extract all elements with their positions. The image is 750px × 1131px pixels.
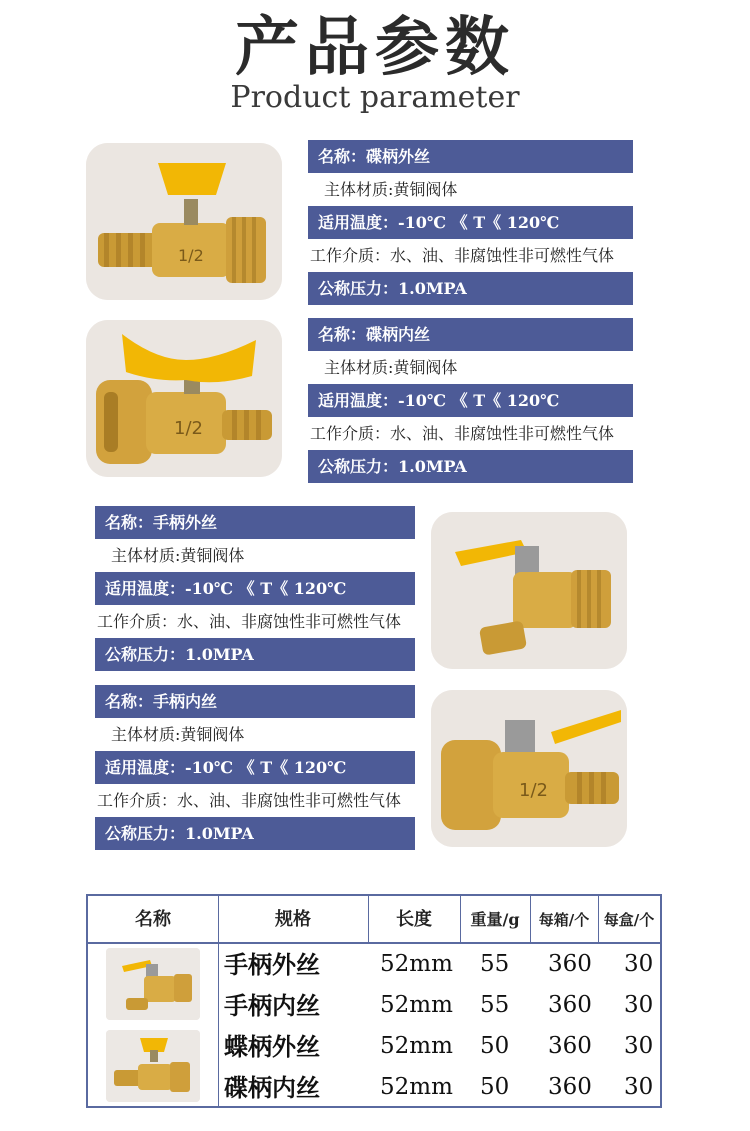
spec-pressure: 公称压力：1.0MPA <box>308 272 633 305</box>
page-title-en: Product parameter <box>230 80 520 115</box>
row-per-box: 30 <box>624 1033 654 1059</box>
col-divider <box>368 896 369 944</box>
spec-medium: 工作介质：水、油、非腐蚀性非可燃性气体 <box>310 424 615 443</box>
valve-lever-male-image <box>431 512 627 669</box>
col-divider <box>460 896 461 944</box>
spec-material: 主体材质:黄铜阀体 <box>111 546 245 565</box>
valve-lever-thumb-icon <box>106 948 200 1020</box>
product-photo-4 <box>431 690 627 847</box>
valve-butterfly-female-image <box>86 320 282 477</box>
header-per-box: 每盒/个 <box>603 911 655 929</box>
product-spec-3 <box>95 506 415 671</box>
spec-name: 名称：碟柄外丝 <box>308 140 633 173</box>
row-per-box: 30 <box>624 992 654 1018</box>
valve-butterfly-thumb-icon <box>106 1030 200 1102</box>
row-per-carton: 360 <box>548 992 592 1018</box>
svg-text:1/2: 1/2 <box>178 246 204 265</box>
header-weight: 重量/g <box>470 910 520 929</box>
row-per-carton: 360 <box>548 951 592 977</box>
row-weight: 50 <box>480 1033 510 1059</box>
svg-text:1/2: 1/2 <box>174 418 203 439</box>
spec-material: 主体材质:黄铜阀体 <box>111 725 245 744</box>
row-length: 52mm <box>380 951 453 977</box>
row-per-carton: 360 <box>548 1033 592 1059</box>
row-weight: 55 <box>480 951 510 977</box>
col-divider <box>218 896 219 1106</box>
row-per-box: 30 <box>624 1074 654 1100</box>
header-length: 长度 <box>396 909 432 930</box>
row-weight: 55 <box>480 992 510 1018</box>
row-name: 蝶柄外丝 <box>224 1032 320 1061</box>
header-name: 名称 <box>135 909 171 930</box>
row-name: 碟柄内丝 <box>224 1073 320 1102</box>
row-length: 52mm <box>380 1033 453 1059</box>
spec-material: 主体材质:黄铜阀体 <box>324 180 458 199</box>
product-photo-1 <box>86 143 282 300</box>
product-spec-1 <box>308 140 633 305</box>
row-weight: 50 <box>480 1074 510 1100</box>
product-photo-2 <box>86 320 282 477</box>
table-thumb-lever <box>106 948 200 1020</box>
col-divider <box>530 896 531 944</box>
table-header <box>88 896 660 944</box>
spec-temperature: 适用温度：-10℃ 《 T《 120℃ <box>95 751 415 784</box>
spec-temperature: 适用温度：-10℃ 《 T《 120℃ <box>95 572 415 605</box>
spec-material: 主体材质:黄铜阀体 <box>324 358 458 377</box>
spec-pressure: 公称压力：1.0MPA <box>95 817 415 850</box>
valve-lever-female-image <box>431 690 627 847</box>
spec-table <box>86 894 662 1108</box>
spec-medium: 工作介质：水、油、非腐蚀性非可燃性气体 <box>97 612 402 631</box>
product-spec-4 <box>95 685 415 850</box>
product-photo-3 <box>431 512 627 669</box>
page-title-cn: 产品参数 <box>235 10 515 85</box>
header-per-carton: 每箱/个 <box>538 911 590 929</box>
row-length: 52mm <box>380 1074 453 1100</box>
spec-name: 名称：手柄内丝 <box>95 685 415 718</box>
row-per-carton: 360 <box>548 1074 592 1100</box>
row-per-box: 30 <box>624 951 654 977</box>
spec-name: 名称：碟柄内丝 <box>308 318 633 351</box>
col-divider <box>598 896 599 944</box>
header-spec: 规格 <box>275 909 311 930</box>
row-name: 手柄内丝 <box>224 991 320 1020</box>
spec-pressure: 公称压力：1.0MPA <box>95 638 415 671</box>
spec-medium: 工作介质：水、油、非腐蚀性非可燃性气体 <box>310 246 615 265</box>
valve-butterfly-male-image <box>86 143 282 300</box>
spec-temperature: 适用温度：-10℃ 《 T《 120℃ <box>308 384 633 417</box>
row-name: 手柄外丝 <box>224 950 320 979</box>
table-thumb-butterfly <box>106 1030 200 1102</box>
spec-pressure: 公称压力：1.0MPA <box>308 450 633 483</box>
spec-temperature: 适用温度：-10℃ 《 T《 120℃ <box>308 206 633 239</box>
product-spec-2 <box>308 318 633 483</box>
svg-text:1/2: 1/2 <box>519 780 548 801</box>
row-length: 52mm <box>380 992 453 1018</box>
spec-medium: 工作介质：水、油、非腐蚀性非可燃性气体 <box>97 791 402 810</box>
spec-name: 名称：手柄外丝 <box>95 506 415 539</box>
